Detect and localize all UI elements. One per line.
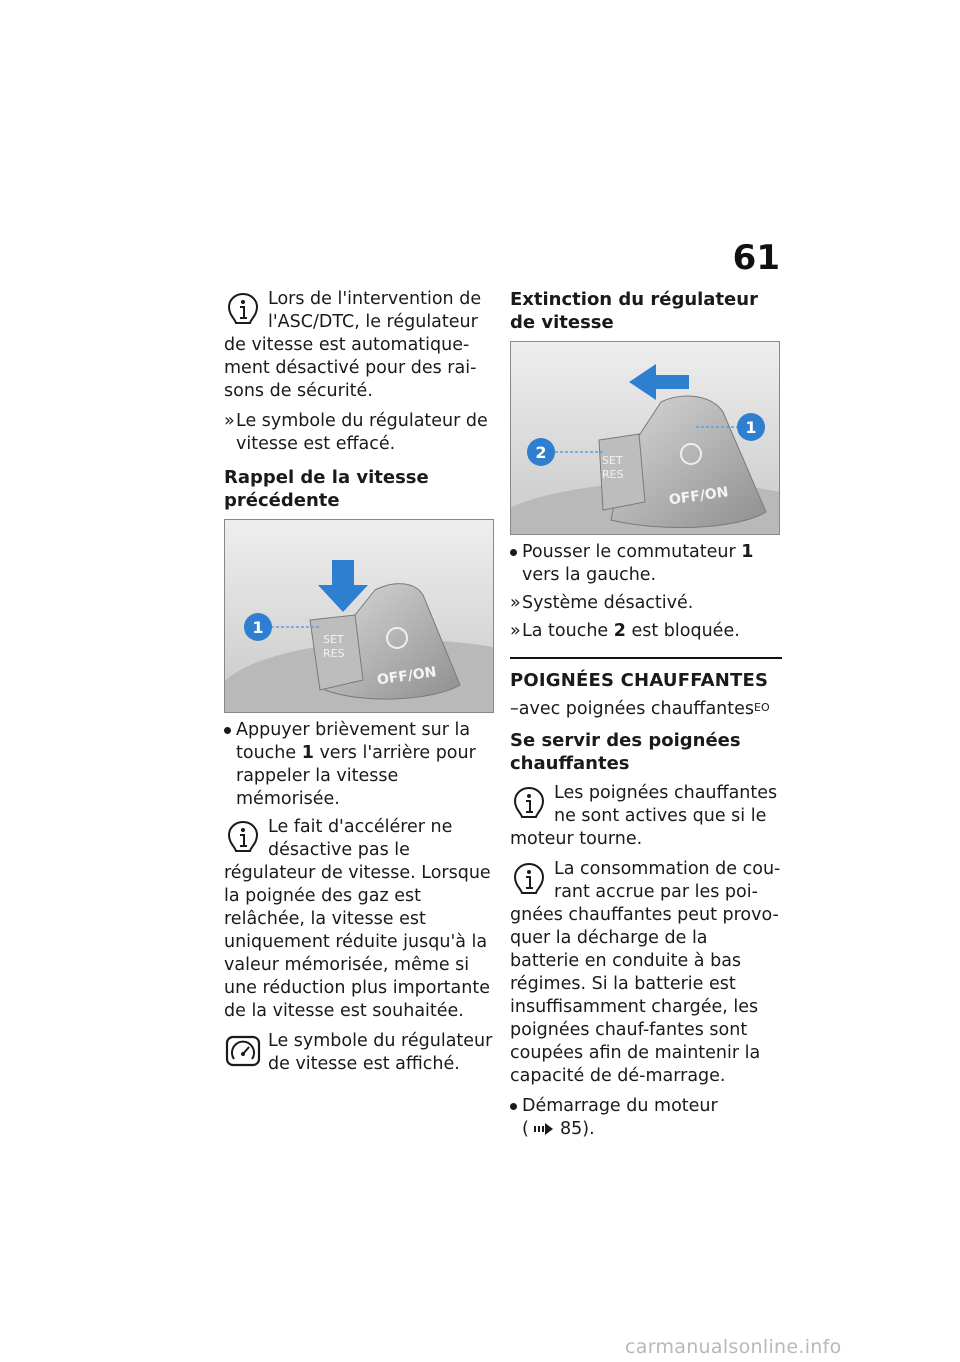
section-heading: Extinction du régulateur de vitesse: [510, 289, 758, 333]
result-text-pre: La touche: [522, 621, 614, 641]
info-note: [224, 288, 494, 403]
result-text-post: est bloquée.: [625, 621, 740, 641]
option-code: EO: [754, 701, 770, 714]
result-key-number: 2: [613, 621, 626, 641]
option-line: [510, 698, 782, 721]
info-icon: [224, 818, 262, 856]
result-marker: »: [510, 593, 521, 613]
subsection-heading: Se servir des poignées chauffantes: [510, 730, 741, 774]
symbol-note-text: Le symbole du régulateur de vitesse est affiché.: [268, 1031, 493, 1074]
res-label: RES: [602, 468, 624, 481]
figure-set-res-switch: [224, 519, 494, 713]
bullet-icon: [224, 727, 231, 734]
symbol-note: [224, 1030, 494, 1076]
info-note: [224, 816, 494, 1023]
info-note-text: Le fait d'accélérer ne désactive pas le régulateur de vitesse. Lorsque la poignée des gaz est relâchée, la vitesse est uniquement réduite jusqu'à la valeur mémorisée, même si une réduction plus importante de la vitesse est souhaitée.: [224, 817, 491, 1021]
result-marker: »: [510, 621, 521, 641]
result-item: [224, 410, 494, 456]
page-number: 61: [732, 238, 780, 278]
switch-illustration: [225, 520, 493, 712]
figure-offon-switch: [510, 341, 780, 535]
step-item: [510, 1095, 782, 1141]
ref-open: (: [522, 1119, 529, 1139]
left-column: [224, 288, 494, 1083]
callout-2: 2: [535, 443, 547, 462]
info-note: [510, 782, 782, 851]
info-note-text: Les poignées chauffantes ne sont actives que si le moteur tourne.: [510, 783, 778, 849]
step-text-pre: Pousser le commutateur: [522, 542, 742, 562]
cruise-control-icon: [224, 1032, 262, 1070]
result-item: [510, 592, 782, 615]
section-divider: [510, 657, 782, 659]
set-label: SET: [602, 454, 623, 467]
set-label: SET: [323, 633, 344, 646]
info-icon: [510, 784, 548, 822]
result-marker: »: [224, 411, 235, 431]
info-note-text: La consommation de cou-rant accrue par les poi-gnées chauffantes peut provo-quer la décharge de la batterie en conduite à bas régimes. Si la batterie est insuffisamment chargée, les poignées chauf-fantes sont coupées afin de maintenir la capacité de dé-marrage.: [510, 859, 781, 1086]
result-text: Le symbole du régulateur de vitesse est effacé.: [236, 411, 488, 454]
section-title: POIGNÉES CHAUFFANTES: [510, 670, 769, 691]
step-key-number: 1: [741, 542, 754, 562]
callout-1: 1: [252, 618, 264, 637]
step-text-post: vers l'arrière pour rappeler la vitesse mémorisée.: [236, 743, 476, 809]
ref-page: 85).: [559, 1119, 595, 1139]
info-icon: [510, 860, 548, 898]
callout-1: 1: [745, 418, 757, 437]
info-icon: [224, 290, 262, 328]
section-heading: Rappel de la vitesse précédente: [224, 467, 429, 511]
option-text: –avec poignées chauffantes: [510, 699, 755, 719]
result-item: [510, 620, 782, 643]
info-note-text: Lors de l'intervention de l'ASC/DTC, le régulateur de vitesse est automatique-ment désactivé pour des rai-sons de sécurité.: [224, 289, 482, 401]
bullet-icon: [510, 549, 517, 556]
step-text-pre: Appuyer brièvement sur la touche: [236, 720, 471, 763]
step-item: [224, 719, 494, 811]
step-text: Démarrage du moteur: [522, 1096, 718, 1116]
result-text: Système désactivé.: [522, 593, 694, 613]
page-reference[interactable]: [522, 1118, 782, 1141]
right-column: [510, 288, 782, 1146]
watermark: carmanualsonline.info: [625, 1336, 842, 1358]
offon-label: OFF/ON: [376, 664, 438, 689]
offon-label: OFF/ON: [668, 484, 730, 509]
step-text-post: vers la gauche.: [522, 565, 657, 585]
reference-arrow-icon: [534, 1123, 554, 1135]
bullet-icon: [510, 1103, 517, 1110]
step-item: [510, 541, 782, 587]
step-key-number: 1: [301, 743, 314, 763]
res-label: RES: [323, 647, 345, 660]
switch-illustration: [511, 342, 779, 534]
info-note: [510, 858, 782, 1088]
